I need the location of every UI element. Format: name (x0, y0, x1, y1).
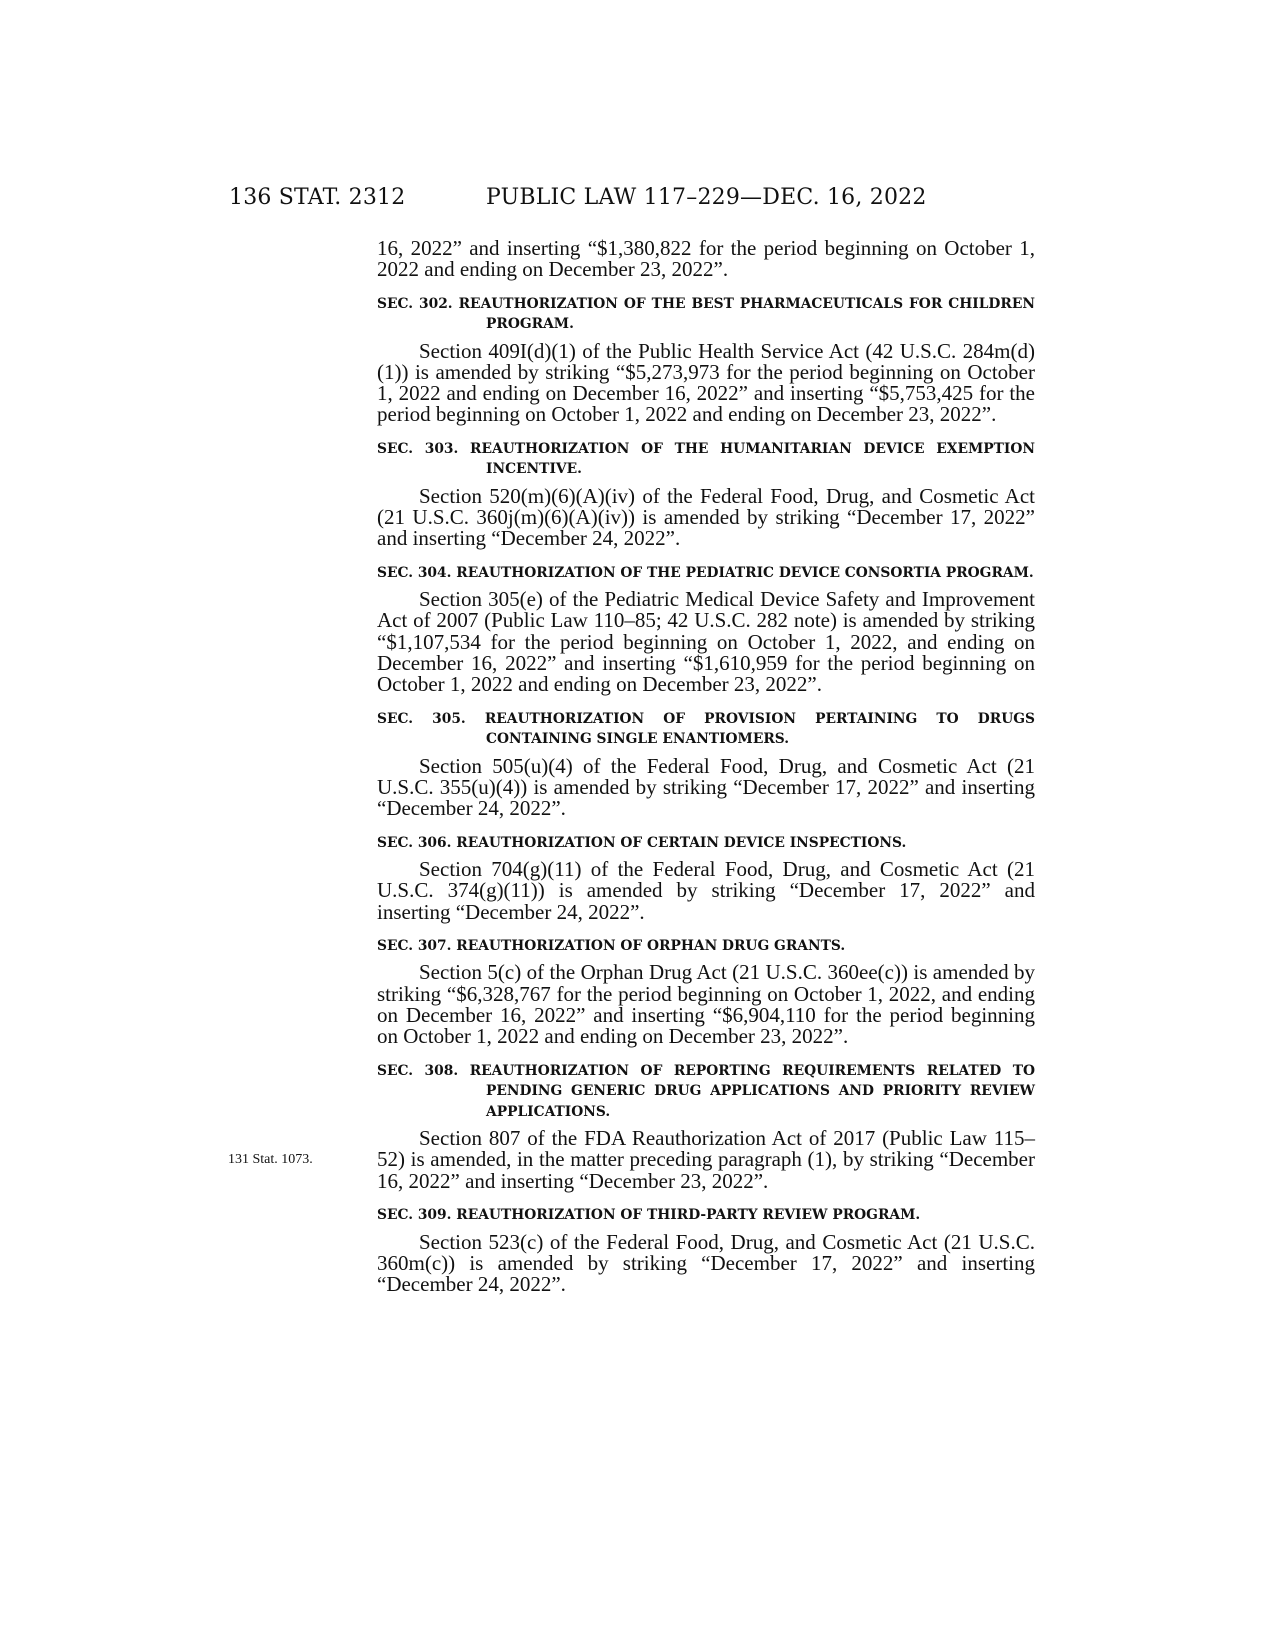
section-text: Section 505(u)(4) of the Federal Food, Drug, and Cosmetic Act (21 U.S.C. 355(u)(4)) is amended by striking “December 17, 2022” and inserting “December 24, 2022”. (377, 753, 1035, 821)
section-308 (377, 1061, 1035, 1192)
section-heading: SEC. 303. REAUTHORIZATION OF THE HUMANITARIAN DEVICE EXEMPTION INCENTIVE. (377, 440, 1035, 478)
section-heading: SEC. 308. REAUTHORIZATION OF REPORTING REQUIREMENTS RELATED TO PENDING GENERIC DRUG APPLICATIONS AND PRIORITY REVIEW APPLICATIONS. (377, 1062, 1035, 1120)
section-heading: SEC. 304. REAUTHORIZATION OF THE PEDIATRIC DEVICE CONSORTIA PROGRAM. (377, 564, 1034, 581)
section-text: Section 520(m)(6)(A)(iv) of the Federal Food, Drug, and Cosmetic Act (21 U.S.C. 360j(m)(6)(A)(iv)) is amended by striking “December 17, 2022” and inserting “December 24, 2022”. (377, 483, 1035, 551)
section-303 (377, 439, 1035, 550)
public-law-title: PUBLIC LAW 117–229—DEC. 16, 2022 (486, 185, 927, 210)
section-heading: SEC. 307. REAUTHORIZATION OF ORPHAN DRUG GRANTS. (377, 937, 846, 954)
section-307 (377, 936, 1035, 1048)
section-306 (377, 833, 1035, 923)
section-heading: SEC. 309. REAUTHORIZATION OF THIRD-PARTY REVIEW PROGRAM. (377, 1207, 921, 1224)
section-text: Section 409I(d)(1) of the Public Health Service Act (42 U.S.C. 284m(d)(1)) is amended by striking “$5,273,973 for the period beginning on October 1, 2022 and ending on December 16, 2022” and inserting “$5,753,425 for the period beginning on October 1, 2022 and ending on December 23, 2022”. (377, 338, 1035, 427)
section-text: Section 5(c) of the Orphan Drug Act (21 U.S.C. 360ee(c)) is amended by striking “$6,328,767 for the period beginning on October 1, 2022, and ending on December 16, 2022” and inserting “$6,904,110 for the period beginning on October 1, 2022 and ending on December 23, 2022”. (377, 960, 1035, 1049)
section-304 (377, 563, 1035, 696)
section-309 (377, 1205, 1035, 1295)
section-heading: SEC. 305. REAUTHORIZATION OF PROVISION PERTAINING TO DRUGS CONTAINING SINGLE ENANTIOMERS. (377, 710, 1035, 748)
section-heading: SEC. 306. REAUTHORIZATION OF CERTAIN DEVICE INSPECTIONS. (377, 834, 907, 851)
running-header (0, 185, 1275, 225)
stat-page-number: 136 STAT. 2312 (229, 185, 406, 210)
section-text: Section 807 of the FDA Reauthorization Act of 2017 (Public Law 115–52) is amended, in the matter preceding paragraph (1), by striking “December 16, 2022” and inserting “December 23, 2022”. (377, 1126, 1035, 1193)
section-heading: SEC. 302. REAUTHORIZATION OF THE BEST PHARMACEUTICALS FOR CHILDREN PROGRAM. (377, 295, 1035, 333)
section-302 (377, 294, 1035, 426)
section-text: Section 305(e) of the Pediatric Medical Device Safety and Improvement Act of 2007 (Public Law 110–85; 42 U.S.C. 282 note) is amended by striking “$1,107,534 for the period beginning on October 1, 2022, and ending on December 16, 2022” and inserting “$1,610,959 for the period beginning on October 1, 2022 and ending on December 23, 2022”. (377, 587, 1035, 697)
statute-margin-note: 131 Stat. 1073. (228, 1152, 313, 1168)
continued-paragraph: 16, 2022” and inserting “$1,380,822 for the period beginning on October 1, 2022 and ending on December 23, 2022”. (377, 236, 1035, 282)
section-text: Section 523(c) of the Federal Food, Drug, and Cosmetic Act (21 U.S.C. 360m(c)) is amended by striking “December 17, 2022” and inserting “December 24, 2022”. (377, 1229, 1035, 1297)
section-305 (377, 709, 1035, 820)
body-text-column (377, 238, 1035, 1295)
section-text: Section 704(g)(11) of the Federal Food, Drug, and Cosmetic Act (21 U.S.C. 374(g)(11)) is amended by striking “December 17, 2022” and inserting “December 24, 2022”. (377, 857, 1035, 924)
